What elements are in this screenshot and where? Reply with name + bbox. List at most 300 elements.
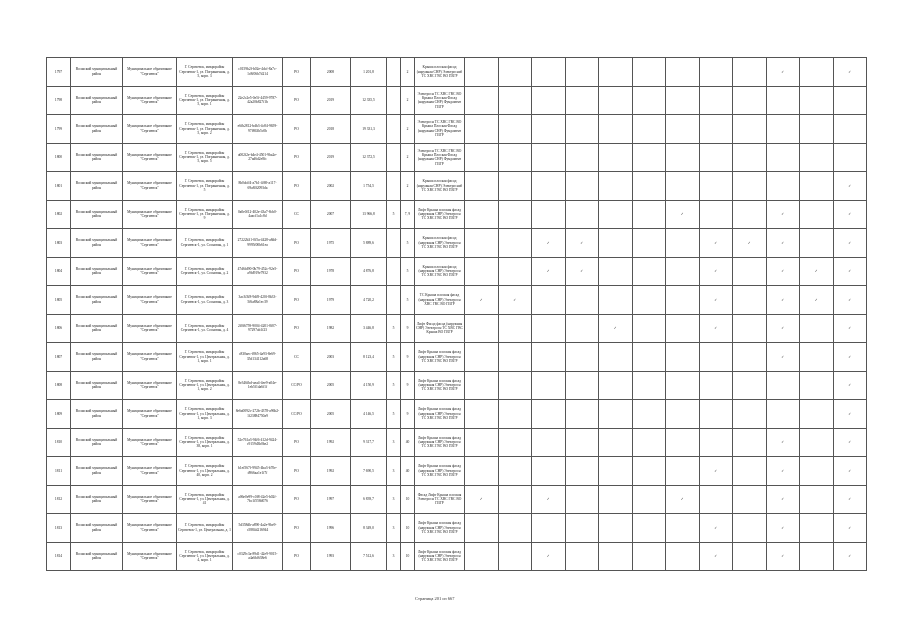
work-cell	[666, 115, 700, 144]
district-cell: Волжский муниципальный район	[71, 229, 123, 258]
check-mark-icon: ✓	[833, 457, 867, 486]
municipality-cell: Муниципальное образование "Сергиевск"	[123, 200, 177, 229]
work-cell	[699, 86, 733, 115]
table-row	[47, 172, 867, 201]
address-cell: Г. Сергиевск, микрорайон Сергиевск-1, ул. Центральная, д. 40, корп. 2	[177, 457, 233, 486]
check-mark-icon: ✓	[532, 229, 566, 258]
ownership-type-cell: СС	[283, 200, 311, 229]
entrances-cell: 5	[401, 286, 415, 315]
district-cell: Волжский муниципальный район	[71, 343, 123, 372]
build-year-cell: 2002	[311, 172, 351, 201]
work-cell	[666, 457, 700, 486]
work-cell	[666, 229, 700, 258]
check-mark-icon: ✓	[699, 257, 733, 286]
work-cell	[632, 58, 666, 87]
work-cell	[632, 143, 666, 172]
district-cell: Волжский муниципальный район	[71, 58, 123, 87]
check-mark-icon: ✓	[833, 200, 867, 229]
building-uuid-cell: a002f2e-b4e4-4501-9ba2e-27ad6d2e8fc	[233, 143, 283, 172]
work-cell	[565, 314, 599, 343]
work-cell	[733, 86, 767, 115]
floors-cell: 3	[387, 428, 401, 457]
table-row	[47, 200, 867, 229]
build-year-cell: 1993	[311, 542, 351, 571]
work-cell	[699, 371, 733, 400]
entrances-cell: 2	[401, 115, 415, 144]
systems-cell: Крыша плоская фасад (наружная СНР) Электросн ТС ХВС ГВС ВО ПЗГР	[415, 257, 465, 286]
work-cell	[666, 514, 700, 543]
building-uuid-cell: e6fb2812-bdb3-4c84-9659-97f863b5c0b	[233, 115, 283, 144]
work-cell	[498, 58, 532, 87]
work-cell	[498, 86, 532, 115]
work-cell	[565, 58, 599, 87]
work-cell	[532, 314, 566, 343]
check-mark-icon: ✓	[833, 428, 867, 457]
work-cell	[599, 115, 633, 144]
row-number: 1811	[47, 457, 71, 486]
floors-cell: 5	[387, 371, 401, 400]
district-cell: Волжский муниципальный район	[71, 371, 123, 400]
work-cell	[599, 371, 633, 400]
floors-cell	[387, 58, 401, 87]
table-row	[47, 457, 867, 486]
check-mark-icon: ✓	[833, 400, 867, 429]
entrances-cell: 5	[401, 257, 415, 286]
check-mark-icon: ✓	[465, 485, 499, 514]
district-cell: Волжский муниципальный район	[71, 257, 123, 286]
build-year-cell: 1982	[311, 314, 351, 343]
table-row	[47, 371, 867, 400]
municipality-cell: Муниципальное образование "Сергиевск"	[123, 172, 177, 201]
ownership-type-cell: РО	[283, 428, 311, 457]
district-cell: Волжский муниципальный район	[71, 457, 123, 486]
work-cell	[632, 115, 666, 144]
work-cell	[599, 58, 633, 87]
check-mark-icon: ✓	[766, 485, 800, 514]
district-cell: Волжский муниципальный район	[71, 286, 123, 315]
work-cell	[666, 172, 700, 201]
work-cell	[465, 314, 499, 343]
work-cell	[465, 371, 499, 400]
district-cell: Волжский муниципальный район	[71, 86, 123, 115]
check-mark-icon: ✓	[766, 257, 800, 286]
check-mark-icon: ✓	[800, 257, 834, 286]
build-year-cell: 2018	[311, 115, 351, 144]
area-cell: 1 754,5	[351, 172, 387, 201]
entrances-cell: 2	[401, 143, 415, 172]
work-cell	[800, 172, 834, 201]
floors-cell: 3	[387, 542, 401, 571]
work-cell	[733, 457, 767, 486]
check-mark-icon: ✓	[833, 343, 867, 372]
work-cell	[498, 371, 532, 400]
municipality-cell: Муниципальное образование "Сергиевск"	[123, 457, 177, 486]
address-cell: Г. Сергиевск, микрорайон Сергиевск-1, ул. Пограничная, д. 9	[177, 200, 233, 229]
address-cell: Г. Сергиевск, микрорайон Сергиевск-1, ул. Сосновая, д. 2	[177, 257, 233, 286]
floors-cell: 5	[387, 400, 401, 429]
row-number: 1813	[47, 514, 71, 543]
work-cell	[465, 229, 499, 258]
floors-cell: 3	[387, 485, 401, 514]
work-cell	[632, 229, 666, 258]
work-cell	[465, 428, 499, 457]
row-number: 1812	[47, 485, 71, 514]
work-cell	[833, 115, 867, 144]
systems-cell: Лифт Крыша плоская фасад (наружная СНР) Электросн ТС ХВС ГВС ВО ПЗГР	[415, 343, 465, 372]
building-uuid-cell: 52e761a3-94f6-412d-9424-c9159d3b0be2	[233, 428, 283, 457]
work-cell	[599, 229, 633, 258]
row-number: 1801	[47, 172, 71, 201]
entrances-cell: 10	[401, 514, 415, 543]
ownership-type-cell: РО	[283, 172, 311, 201]
ownership-type-cell: РО	[283, 143, 311, 172]
build-year-cell: 1997	[311, 485, 351, 514]
row-number: 1800	[47, 143, 71, 172]
floors-cell	[387, 143, 401, 172]
check-mark-icon: ✓	[766, 314, 800, 343]
work-cell	[565, 115, 599, 144]
table-row	[47, 115, 867, 144]
check-mark-icon: ✓	[766, 457, 800, 486]
systems-cell: ТС Крыша плоская фасад (наружная СНР) Электросн ХВС ГВС ВО ПЗГР	[415, 286, 465, 315]
work-cell	[800, 400, 834, 429]
check-mark-icon: ✓	[699, 542, 733, 571]
row-number: 1806	[47, 314, 71, 343]
district-cell: Волжский муниципальный район	[71, 485, 123, 514]
table-row	[47, 428, 867, 457]
build-year-cell: 2019	[311, 86, 351, 115]
address-cell: Г. Сергиевск, микрорайон Сергиевск-1, ул. Центральная, д. 4, корп. 1	[177, 542, 233, 571]
systems-cell: Крыша плоская фасад (наружная СНР) Электросн ТС ХВС ГВС ВО ПЗГР	[415, 229, 465, 258]
build-year-cell: 2008	[311, 58, 351, 87]
systems-cell: Лифт Крыша плоская фасад (наружная СНР) Электросн ТС ХВС ГВС ВО ПЗГР	[415, 371, 465, 400]
work-cell	[733, 485, 767, 514]
ownership-type-cell: РО	[283, 514, 311, 543]
municipality-cell: Муниципальное образование "Сергиевск"	[123, 371, 177, 400]
work-cell	[465, 343, 499, 372]
systems-cell: Электросн ТС ХВС ГВС ВО Крыша Плоская Фасад (наружная СНР) Фундамент ПЗГР	[415, 115, 465, 144]
building-uuid-cell: a06e0e99-c0f8-42e5-b02f-7bc1f558d076	[233, 485, 283, 514]
check-mark-icon: ✓	[833, 58, 867, 87]
work-cell	[733, 314, 767, 343]
work-cell	[733, 172, 767, 201]
district-cell: Волжский муниципальный район	[71, 314, 123, 343]
table-row	[47, 86, 867, 115]
entrances-cell: 9	[401, 314, 415, 343]
work-cell	[800, 343, 834, 372]
build-year-cell: 1992	[311, 428, 351, 457]
check-mark-icon: ✓	[766, 428, 800, 457]
work-cell	[565, 371, 599, 400]
work-cell	[666, 286, 700, 315]
municipality-cell: Муниципальное образование "Сергиевск"	[123, 257, 177, 286]
work-cell	[498, 115, 532, 144]
check-mark-icon: ✓	[766, 200, 800, 229]
address-cell: Г. Сергиевск, микрорайон Сергиевск-1, ул. Центральная, д. 38, корп. 1	[177, 428, 233, 457]
check-mark-icon: ✓	[666, 200, 700, 229]
work-cell	[733, 428, 767, 457]
address-cell: Г. Сергиевск, микрорайон Сергиевск-1, ул. Сосновая, д. 4	[177, 314, 233, 343]
work-cell	[599, 428, 633, 457]
municipality-cell: Муниципальное образование "Сергиевск"	[123, 343, 177, 372]
work-cell	[498, 200, 532, 229]
work-cell	[666, 314, 700, 343]
build-year-cell: 2019	[311, 143, 351, 172]
floors-cell: 3	[387, 457, 401, 486]
work-cell	[465, 143, 499, 172]
build-year-cell: 2007	[311, 200, 351, 229]
work-cell	[565, 514, 599, 543]
work-cell	[733, 371, 767, 400]
work-cell	[699, 58, 733, 87]
check-mark-icon: ✓	[833, 286, 867, 315]
table-row	[47, 229, 867, 258]
work-cell	[699, 485, 733, 514]
address-cell: Г. Сергиевск, микрорайон Сергиевск-1, ул. Центральная, д. 1, корп. 3	[177, 400, 233, 429]
work-cell	[599, 200, 633, 229]
area-cell: 8 349,0	[351, 514, 387, 543]
check-mark-icon: ✓	[766, 286, 800, 315]
municipality-cell: Муниципальное образование "Сергиевск"	[123, 542, 177, 571]
work-cell	[632, 172, 666, 201]
work-cell	[532, 172, 566, 201]
check-mark-icon: ✓	[766, 58, 800, 87]
check-mark-icon: ✓	[532, 257, 566, 286]
work-cell	[733, 115, 767, 144]
check-mark-icon: ✓	[532, 485, 566, 514]
floors-cell	[387, 115, 401, 144]
row-number: 1809	[47, 400, 71, 429]
ownership-type-cell: РО	[283, 229, 311, 258]
table-row	[47, 143, 867, 172]
systems-cell: Крыша плоская фасад (наружная СНР) Электроснаб ТС ХВС ГВС ВО ПЗГР	[415, 58, 465, 87]
check-mark-icon: ✓	[565, 229, 599, 258]
floors-cell: 3	[387, 514, 401, 543]
table-row	[47, 514, 867, 543]
work-cell	[632, 200, 666, 229]
address-cell: Г. Сергиевск, микрорайон Сергиевск-1, ул. Центральная, д. 1, корп. 1	[177, 343, 233, 372]
building-uuid-cell: 3ac3f3f8-9df8-420f-8b33-5f6a88a1ec39	[233, 286, 283, 315]
work-cell	[565, 457, 599, 486]
work-cell	[666, 542, 700, 571]
municipality-cell: Муниципальное образование "Сергиевск"	[123, 400, 177, 429]
work-cell	[632, 286, 666, 315]
table-row	[47, 343, 867, 372]
work-cell	[632, 485, 666, 514]
work-cell	[465, 115, 499, 144]
work-cell	[498, 428, 532, 457]
area-cell: 4 876,8	[351, 257, 387, 286]
work-cell	[699, 200, 733, 229]
work-cell	[766, 115, 800, 144]
row-number: 1803	[47, 229, 71, 258]
building-uuid-cell: c0329c3a-89d1-42e9-9015-a4a6bf638e6	[233, 542, 283, 571]
table-row	[47, 58, 867, 87]
address-cell: Г. Сергиевск, микрорайон Сергиевск-1, ул. Пограничная, д. 5, корп. 1	[177, 86, 233, 115]
work-cell	[800, 200, 834, 229]
work-cell	[532, 143, 566, 172]
work-cell	[599, 343, 633, 372]
build-year-cell: 1975	[311, 229, 351, 258]
work-cell	[833, 86, 867, 115]
check-mark-icon: ✓	[766, 514, 800, 543]
work-cell	[666, 86, 700, 115]
ownership-type-cell: СС/РО	[283, 371, 311, 400]
row-number: 1814	[47, 542, 71, 571]
work-cell	[532, 286, 566, 315]
work-cell	[800, 115, 834, 144]
work-cell	[766, 400, 800, 429]
build-year-cell: 1978	[311, 257, 351, 286]
row-number: 1799	[47, 115, 71, 144]
building-uuid-cell: 5d358db-a890-4a2e-9be9-c5884d216944	[233, 514, 283, 543]
check-mark-icon: ✓	[465, 286, 499, 315]
work-cell	[465, 86, 499, 115]
area-cell: 5 889,6	[351, 229, 387, 258]
district-cell: Волжский муниципальный район	[71, 115, 123, 144]
building-uuid-cell: 8b0dcff4-a7b1-4f69-a117-69a8ff2093da	[233, 172, 283, 201]
work-cell	[599, 514, 633, 543]
work-cell	[532, 400, 566, 429]
municipality-cell: Муниципальное образование "Сергиевск"	[123, 485, 177, 514]
table-row	[47, 286, 867, 315]
municipality-cell: Муниципальное образование "Сергиевск"	[123, 58, 177, 87]
ownership-type-cell: РО	[283, 457, 311, 486]
work-cell	[699, 343, 733, 372]
work-cell	[465, 514, 499, 543]
row-number: 1804	[47, 257, 71, 286]
check-mark-icon: ✓	[833, 229, 867, 258]
address-cell: Г. Сергиевск, микрорайон Сергиевск-1, ул. Сосновая, д. 1	[177, 229, 233, 258]
building-uuid-cell: 8e346fbd-aea4-4ee9-a04e-1eb5f1da6f1f	[233, 371, 283, 400]
check-mark-icon: ✓	[800, 286, 834, 315]
work-cell	[565, 200, 599, 229]
work-cell	[532, 115, 566, 144]
ownership-type-cell: СС/РО	[283, 400, 311, 429]
work-cell	[666, 257, 700, 286]
building-uuid-cell: c830aec-f865-4a93-8e69-35d134112a68	[233, 343, 283, 372]
entrances-cell: 2	[401, 172, 415, 201]
work-cell	[565, 143, 599, 172]
work-cell	[498, 229, 532, 258]
work-cell	[733, 514, 767, 543]
building-uuid-cell: c0159b2f-b02e-4dcf-8a7c-1c8f06b7d214	[233, 58, 283, 87]
work-cell	[465, 172, 499, 201]
work-cell	[599, 86, 633, 115]
entrances-cell: 9	[401, 343, 415, 372]
work-cell	[632, 343, 666, 372]
work-cell	[498, 314, 532, 343]
work-cell	[599, 286, 633, 315]
check-mark-icon: ✓	[699, 314, 733, 343]
row-number: 1802	[47, 200, 71, 229]
work-cell	[733, 400, 767, 429]
work-cell	[532, 428, 566, 457]
work-cell	[599, 172, 633, 201]
check-mark-icon: ✓	[565, 257, 599, 286]
work-cell	[800, 314, 834, 343]
work-cell	[498, 542, 532, 571]
work-cell	[666, 371, 700, 400]
check-mark-icon: ✓	[733, 229, 767, 258]
area-cell: 12 372,5	[351, 143, 387, 172]
district-cell: Волжский муниципальный район	[71, 514, 123, 543]
entrances-cell: 7, 9	[401, 200, 415, 229]
work-cell	[766, 143, 800, 172]
work-cell	[565, 400, 599, 429]
area-cell: 3 446,8	[351, 314, 387, 343]
municipality-cell: Муниципальное образование "Сергиевск"	[123, 428, 177, 457]
floors-cell: 5	[387, 314, 401, 343]
district-cell: Волжский муниципальный район	[71, 400, 123, 429]
work-cell	[599, 143, 633, 172]
work-cell	[632, 514, 666, 543]
page-footer: Страница 201 из 667	[415, 596, 455, 601]
row-number: 1807	[47, 343, 71, 372]
work-cell	[699, 428, 733, 457]
work-cell	[565, 172, 599, 201]
table-row	[47, 485, 867, 514]
area-cell: 4 146,5	[351, 400, 387, 429]
table-row	[47, 400, 867, 429]
address-cell: Г. Сергиевск, микрорайон Сергиевск-1, ул. Центральная, д. 1, корп. 2	[177, 371, 233, 400]
address-cell: Г. Сергиевск, микрорайон Сергиевск-1, ул. Сосновая, д. 3	[177, 286, 233, 315]
work-cell	[699, 172, 733, 201]
check-mark-icon: ✓	[833, 485, 867, 514]
work-cell	[498, 257, 532, 286]
municipality-cell: Муниципальное образование "Сергиевск"	[123, 229, 177, 258]
check-mark-icon: ✓	[699, 457, 733, 486]
address-cell: Г. Сергиевск, микрорайон Сергиевск-1, ул. Пограничная, д. 5, корп. 2	[177, 115, 233, 144]
work-cell	[599, 400, 633, 429]
entrances-cell: 9	[401, 371, 415, 400]
ownership-type-cell: РО	[283, 542, 311, 571]
row-number: 1808	[47, 371, 71, 400]
work-cell	[532, 343, 566, 372]
table-row	[47, 257, 867, 286]
building-uuid-cell: 22e2c2e5-0e5f-4459-9787-42a20b827f1b	[233, 86, 283, 115]
work-cell	[766, 371, 800, 400]
address-cell: Г. Сергиевск, микрорайон Сергиевск-1, ул. Центральная, д. 1	[177, 514, 233, 543]
work-cell	[532, 371, 566, 400]
check-mark-icon: ✓	[766, 229, 800, 258]
work-cell	[465, 542, 499, 571]
work-cell	[632, 86, 666, 115]
check-mark-icon: ✓	[532, 542, 566, 571]
address-cell: Г. Сергиевск, микрорайон Сергиевск-1, ул. Пограничная, д. 5, корп. 3	[177, 58, 233, 87]
systems-cell: Лифт Крыша плоская фасад (наружная СНР) Электросн ТС ХВС ГВС ВО ПЗГР	[415, 542, 465, 571]
systems-cell: Лифт Фасад фасад (наружная СНР) Электросн ТС ХВС ГВС Крыша ВО ПЗГР	[415, 314, 465, 343]
work-cell	[498, 343, 532, 372]
work-cell	[699, 400, 733, 429]
area-cell: 4 150,9	[351, 371, 387, 400]
ownership-type-cell: СС	[283, 343, 311, 372]
floors-cell	[387, 86, 401, 115]
floors-cell: 5	[387, 200, 401, 229]
area-cell: 13 966,8	[351, 200, 387, 229]
work-cell	[465, 200, 499, 229]
entrances-cell: 10	[401, 542, 415, 571]
area-cell: 9 317,7	[351, 428, 387, 457]
row-number: 1805	[47, 286, 71, 315]
work-cell	[733, 257, 767, 286]
ownership-type-cell: РО	[283, 58, 311, 87]
ownership-type-cell: РО	[283, 314, 311, 343]
work-cell	[532, 457, 566, 486]
work-cell	[666, 400, 700, 429]
floors-cell	[387, 286, 401, 315]
address-cell: Г. Сергиевск, микрорайон Сергиевск-1, ул. Пограничная, д. 5, корп. 5	[177, 143, 233, 172]
